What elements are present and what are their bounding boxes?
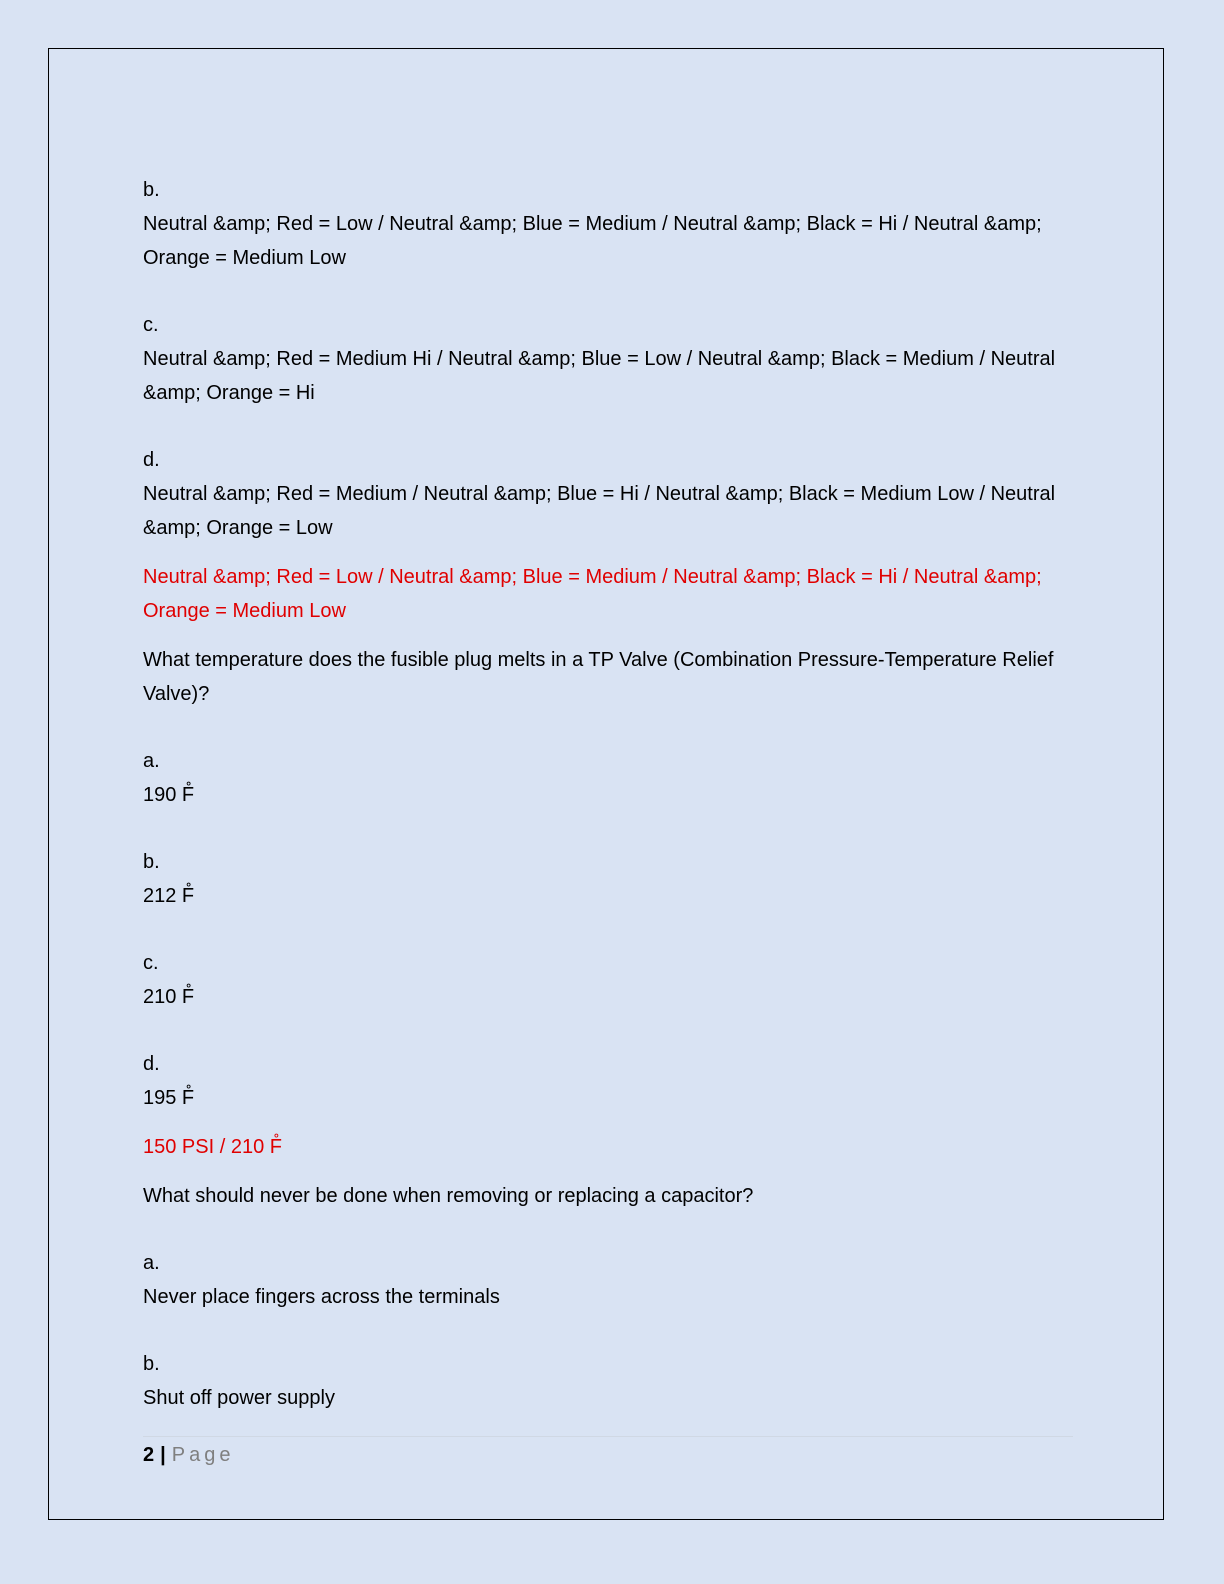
option-letter: c. xyxy=(143,952,159,974)
option-text: 195 F̊ xyxy=(143,1087,195,1109)
page-number: 2 xyxy=(143,1444,155,1466)
option-letter: d. xyxy=(143,1053,160,1075)
option-letter: b. xyxy=(143,179,160,201)
option-letter: b. xyxy=(143,851,160,873)
option-block xyxy=(143,173,1083,275)
option-letter: a. xyxy=(143,1252,160,1274)
footer-separator: | xyxy=(160,1444,166,1466)
option-block xyxy=(143,1047,1083,1115)
option-block xyxy=(143,1347,1083,1415)
option-letter: b. xyxy=(143,1353,160,1375)
answer-text: 150 PSI / 210 F̊ xyxy=(143,1136,282,1158)
question-text: What should never be done when removing or replacing a capacitor? xyxy=(143,1185,754,1207)
question-text: What temperature does the fusible plug melts in a TP Valve (Combination Pressure-Temperature Relief Valve)? xyxy=(143,649,1054,705)
option-text: Neutral &amp; Red = Medium Hi / Neutral &amp; Blue = Low / Neutral &amp; Black = Medium / Neutral &amp; Orange = Hi xyxy=(143,348,1056,404)
option-block xyxy=(143,1246,1083,1314)
option-block xyxy=(143,845,1083,913)
option-text: 212 F̊ xyxy=(143,885,195,907)
document-body xyxy=(143,173,1083,1415)
page-label: Page xyxy=(171,1444,235,1466)
option-block xyxy=(143,744,1083,812)
answer-text: Neutral &amp; Red = Low / Neutral &amp; Blue = Medium / Neutral &amp; Black = Hi / Neutral &amp; Orange = Medium Low xyxy=(143,566,1042,622)
option-text: Shut off power supply xyxy=(143,1387,335,1409)
option-letter: d. xyxy=(143,449,160,471)
option-text: Never place fingers across the terminals xyxy=(143,1286,500,1308)
option-block xyxy=(143,308,1083,410)
option-text: Neutral &amp; Red = Medium / Neutral &amp; Blue = Hi / Neutral &amp; Black = Medium Low / Neutral &amp; Orange = Low xyxy=(143,483,1056,539)
option-block xyxy=(143,946,1083,1014)
option-text: Neutral &amp; Red = Low / Neutral &amp; Blue = Medium / Neutral &amp; Black = Hi / Neutral &amp; Orange = Medium Low xyxy=(143,213,1042,269)
option-letter: a. xyxy=(143,750,160,772)
page-footer xyxy=(143,1436,1073,1469)
option-text: 210 F̊ xyxy=(143,986,195,1008)
option-text: 190 F̊ xyxy=(143,784,195,806)
option-block xyxy=(143,443,1083,545)
option-letter: c. xyxy=(143,314,159,336)
